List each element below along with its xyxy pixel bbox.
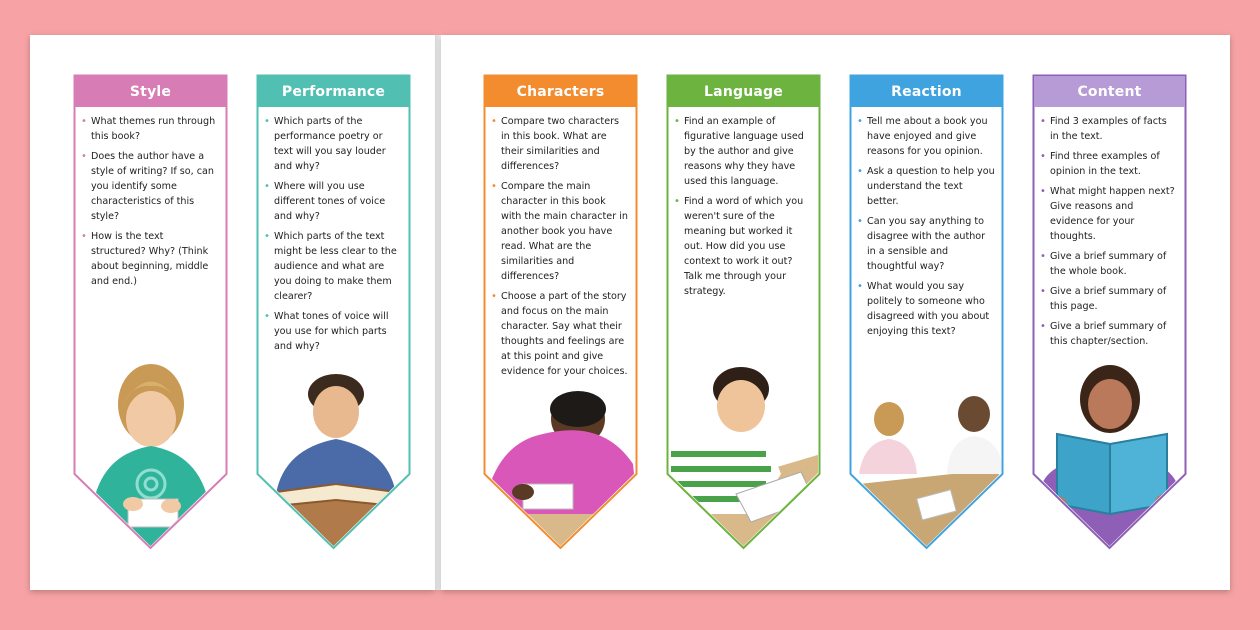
list-item: • How is the text structured? Why? (Think about beginning, middle and end.) — [81, 231, 209, 287]
list-item: • Find an example of figurative language used by the author and give reasons why they have used this language. — [674, 116, 804, 187]
question-list — [264, 114, 402, 359]
bullet-icon: • — [674, 116, 680, 127]
question-list — [857, 114, 995, 344]
question-list — [491, 114, 629, 384]
list-item: • Where will you use different tones of voice and why? — [264, 181, 386, 222]
bullet-icon: • — [1040, 286, 1046, 297]
bookmark-title: Performance — [281, 83, 386, 100]
list-item: • Find a word of which you weren't sure of the meaning but worked it out. How did you use context to work it out? Talk me through your strategy. — [674, 196, 804, 297]
list-item: • Which parts of the text might be less clear to the audience and what are you doing to make them clearer? — [264, 231, 397, 302]
list-item: • Choose a part of the story and focus on the main character. Say what their thoughts and feelings are at this point and give evidence for your choices. — [491, 291, 628, 377]
bullet-icon: • — [264, 311, 270, 322]
bullet-icon: • — [491, 181, 497, 192]
bookmark-performance — [256, 74, 411, 550]
list-item: • Give a brief summary of the whole book. — [1040, 251, 1167, 277]
bullet-icon: • — [491, 116, 497, 127]
list-item: • What would you say politely to someone who disagreed with you about enjoying this text? — [857, 281, 990, 337]
bullet-icon: • — [857, 281, 863, 292]
bullet-icon: • — [1040, 321, 1046, 332]
question-list — [674, 114, 812, 304]
bookmark-style — [73, 74, 228, 550]
bullet-icon: • — [1040, 186, 1046, 197]
list-item: • Compare two characters in this book. What are their similarities and differences? — [491, 116, 620, 172]
list-item: • Ask a question to help you understand the text better. — [857, 166, 995, 207]
question-list — [81, 114, 219, 294]
bullet-icon: • — [491, 291, 497, 302]
bullet-icon: • — [264, 116, 270, 127]
bullet-icon: • — [264, 231, 270, 242]
list-item: • What might happen next? Give reasons and evidence for your thoughts. — [1040, 186, 1175, 242]
list-item: • Find 3 examples of facts in the text. — [1040, 116, 1167, 142]
bullet-icon: • — [857, 116, 863, 127]
bookmark-title: Style — [129, 83, 172, 100]
bullet-icon: • — [857, 166, 863, 177]
list-item: • Does the author have a style of writing? If so, can you identify some characteristics of this style? — [81, 151, 215, 222]
bookmark-title: Language — [704, 83, 783, 100]
list-item: • What themes run through this book? — [81, 116, 216, 142]
bookmark-reaction — [849, 74, 1004, 550]
bullet-icon: • — [264, 181, 270, 192]
bookmark-content — [1032, 74, 1187, 550]
bookmark-language — [666, 74, 821, 550]
list-item: • What tones of voice will you use for which parts and why? — [264, 311, 389, 352]
list-item: • Give a brief summary of this chapter/section. — [1040, 321, 1167, 347]
bullet-icon: • — [81, 116, 87, 127]
bullet-icon: • — [1040, 251, 1046, 262]
list-item: • Find three examples of opinion in the text. — [1040, 151, 1160, 177]
bullet-icon: • — [1040, 151, 1046, 162]
list-item: • Which parts of the performance poetry or text will you say louder and why? — [264, 116, 386, 172]
bullet-icon: • — [674, 196, 680, 207]
bookmark-title: Reaction — [891, 83, 962, 100]
list-item: • Tell me about a book you have enjoyed and give reasons for you opinion. — [857, 116, 988, 157]
bullet-icon: • — [857, 216, 863, 227]
list-item: • Compare the main character in this book with the main character in another book you have read. What are the similarities and differences? — [491, 181, 628, 282]
list-item: • Can you say anything to disagree with the author in a sensible and thoughtful way? — [857, 216, 986, 272]
question-list — [1040, 114, 1178, 354]
bookmark-title: Content — [1077, 83, 1142, 100]
bookmark-characters — [483, 74, 638, 550]
bookmark-title: Characters — [516, 83, 605, 100]
list-item: • Give a brief summary of this page. — [1040, 286, 1167, 312]
bullet-icon: • — [81, 231, 87, 242]
bullet-icon: • — [1040, 116, 1046, 127]
bullet-icon: • — [81, 151, 87, 162]
